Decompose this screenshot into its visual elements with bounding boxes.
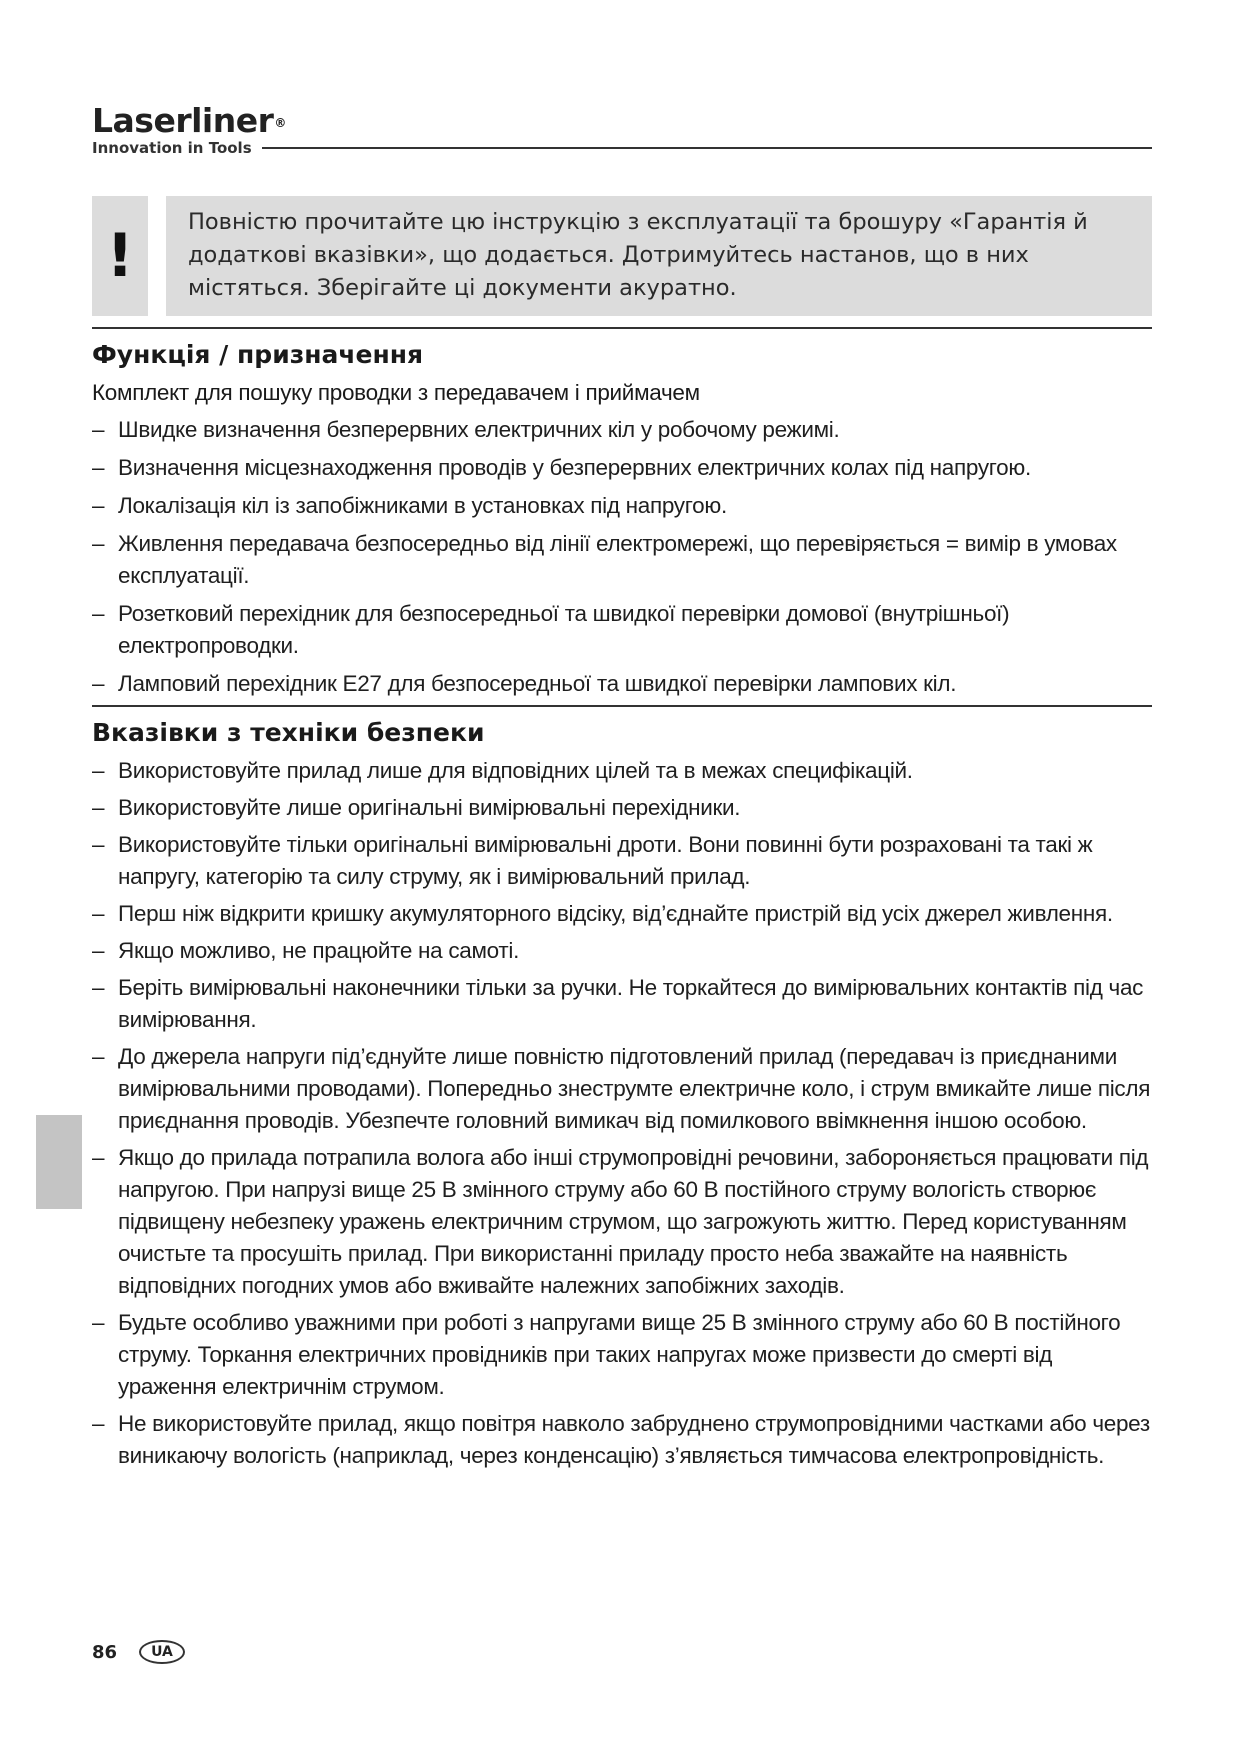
exclamation-icon: ! bbox=[106, 221, 134, 291]
language-badge: UA bbox=[139, 1640, 185, 1664]
brand-name: Laserliner® bbox=[92, 101, 286, 140]
brand-logo bbox=[92, 101, 1152, 157]
list-item: – Будьте особливо уважними при роботі з напругами вище 25 В змінного струму або 60 В постійного струму. Торкання електричних провідників при таких напругах може призвести до смерті від ураження електричнім струмом. bbox=[92, 1307, 1152, 1403]
registered-mark: ® bbox=[274, 116, 286, 130]
safety-list bbox=[92, 755, 1152, 1472]
section-rule bbox=[92, 327, 1152, 329]
function-intro: Комплект для пошуку проводки з передавачем і приймачем bbox=[92, 380, 700, 405]
list-item: – Беріть вимірювальні наконечники тільки за ручки. Не торкайтеся до вимірювальних контактів під час вимірювання. bbox=[92, 972, 1152, 1036]
safety-section bbox=[92, 705, 1152, 1477]
list-item: – Локалізація кіл із запобіжниками в установках під напругою. bbox=[92, 490, 1152, 522]
safety-title: Вказівки з техніки безпеки bbox=[92, 718, 485, 747]
function-section bbox=[92, 327, 1152, 706]
page-footer bbox=[92, 1640, 185, 1664]
function-title: Функція / призначення bbox=[92, 340, 424, 369]
list-item: – Визначення місцезнаходження проводів у безперервних електричних колах під напругою. bbox=[92, 452, 1152, 484]
warning-notice bbox=[92, 196, 1152, 316]
list-item: – Ламповий перехідник E27 для безпосередньої та швидкої перевірки лампових кіл. bbox=[92, 668, 1152, 700]
list-item: – Швидке визначення безперервних електричних кіл у робочому режимі. bbox=[92, 414, 1152, 446]
section-rule bbox=[92, 705, 1152, 707]
notice-divider bbox=[148, 196, 166, 316]
list-item: – Використовуйте лише оригінальні вимірювальні перехідники. bbox=[92, 792, 1152, 824]
notice-text: Повністю прочитайте цю інструкцію з експлуатації та брошуру «Гарантія й додаткові вказівки», що додається. Дотримуйтесь настанов, що в них містяться. Зберігайте ці документи акуратно. bbox=[188, 209, 1088, 301]
header-rule bbox=[262, 147, 1152, 149]
list-item: – До джерела напруги під’єднуйте лише повністю підготовлений прилад (передавач із приєднаними вимірювальними проводами). Попередньо знеструмте електричне коло, і струм вмикайте лише після приєднання проводів. Убезпечте головний вимикач від помилкового ввімкнення іншою особою. bbox=[92, 1041, 1152, 1137]
list-item: – Використовуйте тільки оригінальні вимірювальні дроти. Вони повинні бути розраховані та такі ж напругу, категорію та силу струму, як і вимірювальний прилад. bbox=[92, 829, 1152, 893]
brand-tagline: Innovation in Tools bbox=[92, 139, 252, 157]
function-list bbox=[92, 414, 1152, 700]
list-item: – Якщо можливо, не працюйте на самоті. bbox=[92, 935, 1152, 967]
page-number: 86 bbox=[92, 1641, 118, 1663]
list-item: – Перш ніж відкрити кришку акумуляторного відсіку, від’єднайте пристрій від усіх джерел живлення. bbox=[92, 898, 1152, 930]
list-item: – Розетковий перехідник для безпосередньої та швидкої перевірки домової (внутрішньої) електропроводки. bbox=[92, 598, 1152, 662]
list-item: – Живлення передавача безпосередньо від лінії електромережі, що перевіряється = вимір в умовах експлуатації. bbox=[92, 528, 1152, 592]
side-tab-marker bbox=[36, 1115, 82, 1209]
list-item: – Використовуйте прилад лише для відповідних цілей та в межах специфікацій. bbox=[92, 755, 1152, 787]
list-item: – Не використовуйте прилад, якщо повітря навколо забруднено струмопровідними частками або через виникаючу вологість (наприклад, через конденсацію) з’являється тимчасова електропровідність. bbox=[92, 1408, 1152, 1472]
list-item: – Якщо до прилада потрапила волога або інші струмопровідні речовини, забороняється працювати під напругою. При напрузі вище 25 В змінного струму або 60 В постійного струму вологість створює підвищену небезпеку уражень електричним струмом, що загрожують життю. Перед користуванням очистьте та просушіть прилад. При використанні приладу просто неба зважайте на наявність відповідних погодних умов або вживайте належних запобіжних заходів. bbox=[92, 1142, 1152, 1302]
